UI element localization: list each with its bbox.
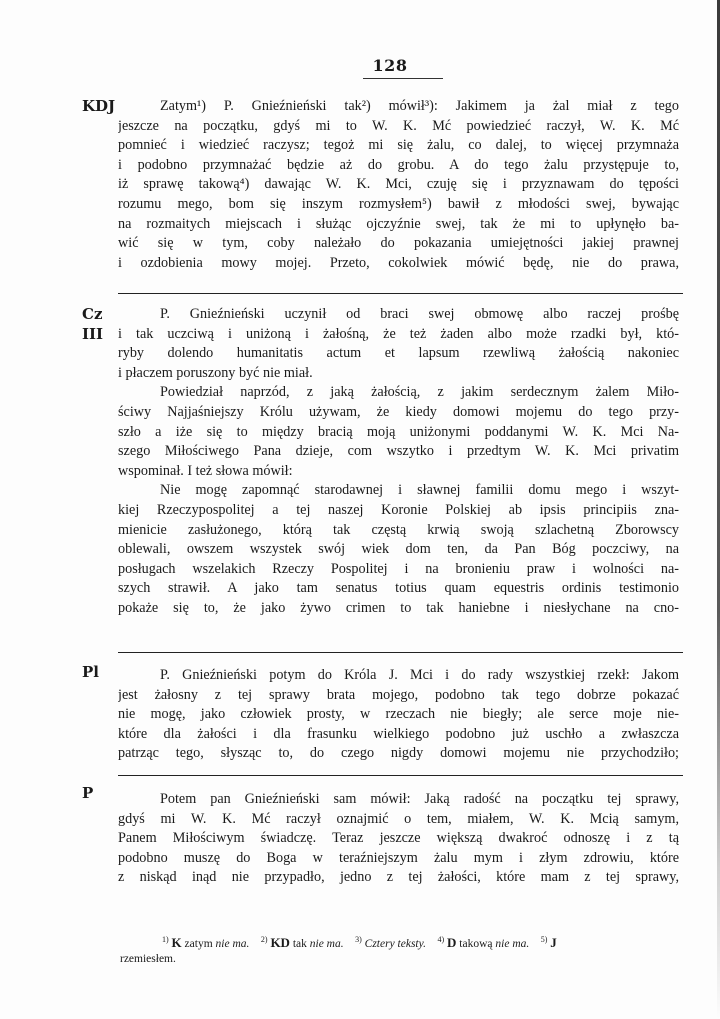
text-line: i podobno przymnażać będzie aż do grobu. A do tego żalu przystępuje to, [118, 156, 679, 173]
text-line: iż sprawę takową⁴) dawając W. K. Mci, czuję się i przyznawam do tępości [118, 176, 679, 193]
text-line: szło a iże się to między bracią moją uniżonymi poddanymi W. K. Mci Na- [118, 423, 679, 440]
text-line: podobno muszę do Boga w teraźniejszym żalu mym i złym zdrowiu, które [118, 849, 679, 866]
text-line: i płaczem poruszony być nie miał. [118, 364, 313, 381]
page-number-rule [363, 78, 443, 79]
text-line: szych strawił. A jako tam senatus totius quam equestris ordinis testimonio [118, 580, 679, 597]
section-divider [118, 293, 683, 294]
text-line: P. Gnieźnieński potym do Króla J. Mci i do rady wszystkiej rzekł: Jakom [160, 667, 679, 683]
margin-siglum: P [82, 784, 94, 802]
text-line: wspominał. I też słowa mówił: [118, 462, 293, 479]
text-line: Powiedział naprzód, z jaką żałością, z jakim serdecznym żalem Miło- [160, 384, 679, 401]
text-line: ryby dolendo humanitatis actum et lapsum rzewliwą żałością nakoniec [118, 345, 679, 362]
margin-siglum-secondary: III [82, 325, 104, 343]
margin-siglum: Pl [82, 663, 99, 681]
text-line: rozumu mego, bom się inszym rozmysłem⁵) bawił z młodości swej, bywając [118, 195, 679, 212]
page-number: 128 [372, 56, 408, 75]
text-line: ściwy Najjaśniejszy Królu używam, że kiedy domowi mojemu do tego przy- [118, 403, 679, 420]
text-line: i tak uczciwą i uniżoną i żałośną, że też żaden albo może rzadki był, któ- [118, 325, 679, 342]
footnote-continuation: rzemiesłem. [120, 952, 176, 965]
text-line: posługach wszelakich Rzeczy Pospolitej i na bronieniu praw i wolności na- [118, 560, 679, 577]
text-line: kiej Rzeczypospolitej a tej naszej Koronie Polskiej ab ipsis principiis zna- [118, 501, 679, 518]
text-line: gdyś mi W. K. Mć raczył oznajmić o tem, miałem, W. K. Mcią samym, [118, 810, 679, 827]
footnote-4: $^{4)}$ D takową nie ma. [437, 934, 530, 950]
section-text [118, 790, 679, 888]
text-line: Zatym¹) P. Gnieźnieński tak²) mówił³): Jakimem ja żal miał z tego [160, 98, 679, 114]
footnote-line [120, 932, 680, 952]
text-line: Nie mogę zapomnąć starodawnej i sławnej familii domu mego i wszyt- [160, 482, 679, 499]
text-line: jest żałosny z tej sprawy brata mojego, podobno tak tego dobrze pokazać [118, 686, 679, 703]
text-line: nie mogę, jako człowiek prosty, w rzeczach nie biegły; ale serce moje nie- [118, 706, 679, 723]
footnote-1: $^{1)}$ K zatym nie ma. [162, 934, 250, 950]
text-line: P. Gnieźnieński uczynił od braci swej obmowę albo raczej prośbę [160, 306, 679, 322]
section-divider [118, 775, 683, 776]
margin-siglum: Cz [82, 305, 103, 323]
text-line: jeszcze na początku, gdyś mi to W. K. Mć powiedzieć raczył, W. K. Mć [118, 117, 679, 134]
text-line: oblewali, owszem wszystek swój wiek dom ten, da Pan Bóg poczciwy, na [118, 541, 679, 558]
text-line: mienicie zasłużonego, którą tak częstą krwią swoją szlachetną Zborowscy [118, 521, 679, 538]
footnote-5: $^{5)}$ J [540, 934, 557, 950]
footnote-2: $^{2)}$ KD tak nie ma. [260, 934, 344, 950]
text-line: z niskąd inąd nie przypadło, jedno z tej żałości, które mam z tej sprawy, [118, 869, 679, 886]
text-line: i ozdobienia mowy mojej. Przeto, cokolwiek mówić będę, nie do prawa, [118, 254, 679, 271]
text-line: na rozmaitych miejscach i służąc ojczyźnie swej, tak że mi to upłynęło ba- [118, 215, 679, 232]
section-text [118, 305, 679, 619]
margin-siglum: KDJ [82, 97, 116, 115]
section-text [118, 666, 679, 764]
text-line: patrząc tego, słysząc to, do czego nigdy domowi mojemu nie przychodziło; [118, 745, 679, 762]
section-divider [118, 652, 683, 653]
text-line: wić się w tym, coby należało do pokazania umiejętności jakiej prawnej [118, 235, 679, 252]
footnotes [120, 932, 680, 967]
text-line: pokaże się to, że jako żywo crimen to tak haniebne i niesłychane na cno- [118, 599, 679, 616]
text-line: Potem pan Gnieźnieński sam mówił: Jaką radość na początku tej sprawy, [160, 791, 679, 807]
text-line: pomnieć i wiedzieć raczysz; tegoż mi się żalu, co dalej, to więcej przymnaża [118, 137, 679, 154]
section-text [118, 97, 679, 273]
text-line: które dla żałości i dla frasunku wielkiego podobno już uschło a zwłaszcza [118, 725, 679, 742]
footnote-3: $^{3)}$ Cztery teksty. [355, 935, 426, 950]
text-line: Panem Miłościwym świadczę. Teraz jeszcze większą dwakroć odnoszę i z tą [118, 830, 679, 847]
text-line: szego Miłościwego Pana dzieje, com wszytko i przedtym W. K. Mci privatim [118, 443, 679, 460]
